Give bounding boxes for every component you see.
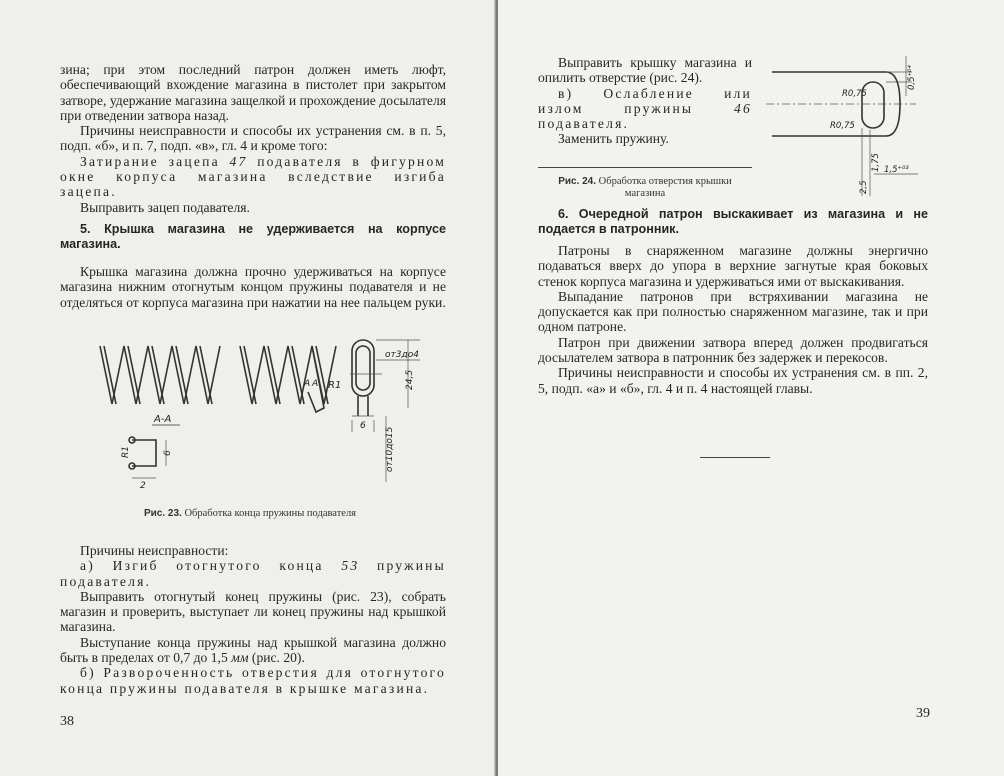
figure-23-caption: Рис. 23. Обработка конца пружины подавателя [143, 508, 357, 519]
fig23-label-r1: R1 [328, 380, 342, 391]
right-text-block-bottom [538, 243, 928, 396]
right-para-6: Патрон при движении затвора вперед должен продвигаться досылателем затвора в патронник без задержек и перекосов. [538, 334, 928, 366]
figure-24-caption: Рис. 24. Обработка отверстия крышки магазина [558, 176, 732, 199]
left-text-block-top [60, 62, 446, 215]
figure-23-section-drawing [118, 410, 208, 500]
heading-6: 6. Очередной патрон выскакивает из магазина и не подается в патронник. [538, 207, 928, 236]
left-text-block-bottom [60, 543, 446, 696]
right-para-7: Причины неисправности и способы их устранения см. в пп. 2, 5, подп. «а» и «б», гл. 4 и п. 4 настоящей главы. [538, 365, 928, 396]
page-number-right: 39 [916, 706, 930, 721]
fig24-label-1-75: 1,75 [871, 153, 881, 172]
left-para-6: Причины неисправности: [80, 543, 229, 558]
fig24-label-0-5: 0,5⁺⁰⁴ [907, 65, 917, 90]
left-para-2: Причины неисправности и способы их устранения см. в п. 5, подп. «б», и п. 7, подп. «в», гл. 4 и кроме того: [60, 123, 446, 154]
page-number-left: 38 [60, 714, 74, 729]
right-para-1: Выправить крышку магазина и опилить отверстие (рис. 24). [538, 55, 752, 86]
right-para-2: в) Ослабление или излом пружины 46 подавателя. [538, 85, 752, 132]
heading-5: 5. Крышка магазина не удерживается на корпусе магазина. [60, 222, 446, 251]
fig24-label-r075-bot: R0,75 [830, 121, 855, 131]
fig24-label-2-5: 2,5 [859, 180, 869, 194]
fig23-label-a2: А [312, 379, 319, 389]
left-para-1: зина; при этом последний патрон должен иметь люфт, обеспечивающий вхождение магазина в пистолет при закрытом затворе, удержание магазина защелкой и прохождение досылателя при отведении затвора назад. [60, 62, 446, 123]
end-rule [700, 457, 770, 458]
fig23-label-2: 2 [140, 481, 146, 491]
left-page [0, 0, 496, 776]
left-para-3: Затирание зацепа 47 подавателя в фигурном окне корпуса магазина вследствие изгиба зацепа. [60, 153, 447, 200]
left-para-9: Выступание конца пружины над крышкой магазина должно быть в пределах от 0,7 до 1,5 мм (рис. 20). [60, 634, 446, 666]
fig23-label-6b: 6 [163, 450, 173, 456]
right-para-5: Выпадание патронов при встряхивании магазина не допускается как при полностью снаряженном магазине, так и при одном патроне. [538, 288, 928, 335]
figure-divider [538, 167, 752, 168]
left-para-4: Выправить зацеп подавателя. [80, 199, 250, 215]
fig23-label-a1: А [304, 379, 311, 389]
right-para-3: Заменить пружину. [558, 131, 669, 147]
figure-24-drawing [766, 50, 926, 200]
left-para-7: а) Изгиб отогнутого конца 53 пружины подавателя. [60, 558, 446, 589]
fig23-label-slot: от3до4 [385, 350, 419, 360]
fig23-label-range: от10до15 [385, 426, 395, 472]
fig23-label-24-5: 24,5 [405, 369, 415, 390]
fig23-label-section: А-А [154, 414, 172, 425]
left-para-5: Крышка магазина должна прочно удерживаться на корпусе магазина нижним отогнутым концом пружины подавателя и не отделяться от корпуса магазина при нажатии на нее пальцем руки. [60, 264, 446, 310]
right-para-4: Патроны в снаряженном магазине должны энергично подаваться вверх до упора в верхние загнутые края боковых стенок корпуса магазина и удерживаться ими от выскакивания. [538, 243, 928, 289]
fig23-label-r1-small: R1 [121, 446, 131, 458]
left-para-8: Выправить отогнутый конец пружины (рис. 23), собрать магазин и проверить, выступает ли конец пружины над крышкой магазина. [60, 588, 446, 635]
right-page [498, 0, 1004, 776]
fig24-label-1-5: 1,5⁺⁰³ [884, 165, 909, 175]
left-para-10: б) Развороченность отверстия для отогнутого конца пружины подавателя в крышке магазина. [60, 665, 446, 696]
fig24-label-r075-top: R0,75 [842, 89, 867, 99]
fig23-label-6: 6 [360, 421, 366, 431]
right-text-block-top [538, 55, 752, 147]
